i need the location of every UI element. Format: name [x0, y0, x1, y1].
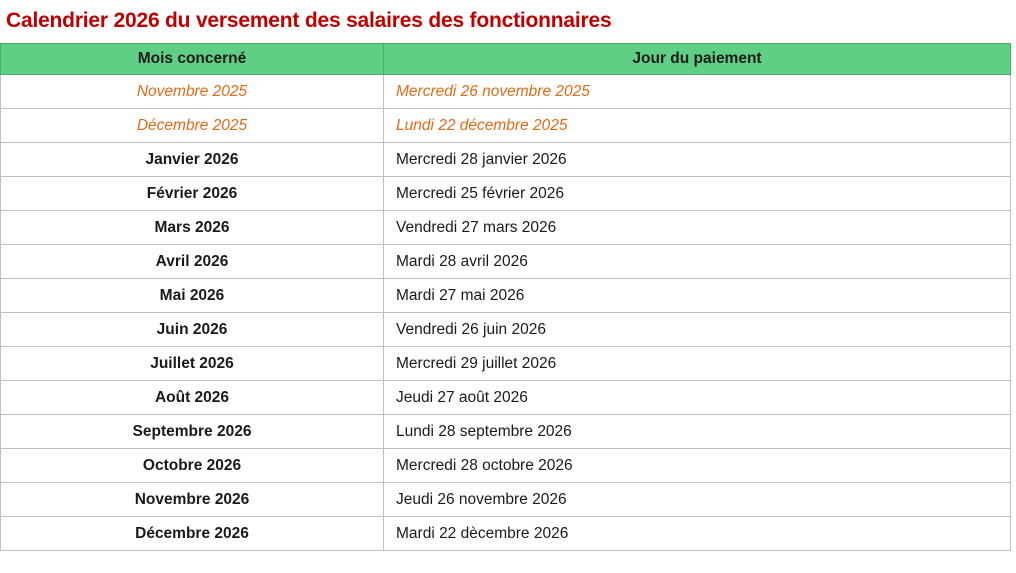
table-row	[1, 517, 1011, 551]
table-row	[1, 415, 1011, 449]
cell-month: Novembre 2026	[1, 483, 384, 517]
cell-payment-day: Mercredi 28 janvier 2026	[384, 143, 1011, 177]
table-body	[1, 75, 1011, 551]
cell-payment-day: Mardi 22 dècembre 2026	[384, 517, 1011, 551]
table-row	[1, 381, 1011, 415]
table-row	[1, 75, 1011, 109]
cell-month: Février 2026	[1, 177, 384, 211]
cell-month: Août 2026	[1, 381, 384, 415]
cell-month: Septembre 2026	[1, 415, 384, 449]
table-row	[1, 143, 1011, 177]
column-header-day: Jour du paiement	[384, 44, 1011, 75]
table-header	[1, 44, 1011, 75]
cell-payment-day: Mardi 27 mai 2026	[384, 279, 1011, 313]
cell-payment-day: Jeudi 26 novembre 2026	[384, 483, 1011, 517]
salary-calendar-table	[0, 43, 1011, 551]
cell-month: Octobre 2026	[1, 449, 384, 483]
cell-payment-day: Jeudi 27 août 2026	[384, 381, 1011, 415]
table-row	[1, 313, 1011, 347]
table-row	[1, 245, 1011, 279]
cell-month: Mars 2026	[1, 211, 384, 245]
cell-payment-day: Mercredi 25 février 2026	[384, 177, 1011, 211]
cell-month: Décembre 2025	[1, 109, 384, 143]
table-row	[1, 177, 1011, 211]
cell-month: Avril 2026	[1, 245, 384, 279]
table-row	[1, 449, 1011, 483]
cell-payment-day: Vendredi 26 juin 2026	[384, 313, 1011, 347]
cell-month: Novembre 2025	[1, 75, 384, 109]
table-row	[1, 211, 1011, 245]
table-row	[1, 279, 1011, 313]
table-row	[1, 483, 1011, 517]
cell-payment-day: Mardi 28 avril 2026	[384, 245, 1011, 279]
cell-payment-day: Lundi 28 septembre 2026	[384, 415, 1011, 449]
cell-payment-day: Vendredi 27 mars 2026	[384, 211, 1011, 245]
cell-payment-day: Mercredi 26 novembre 2025	[384, 75, 1011, 109]
cell-payment-day: Mercredi 28 octobre 2026	[384, 449, 1011, 483]
cell-month: Juillet 2026	[1, 347, 384, 381]
cell-month: Janvier 2026	[1, 143, 384, 177]
cell-month: Juin 2026	[1, 313, 384, 347]
cell-payment-day: Mercredi 29 juillet 2026	[384, 347, 1011, 381]
cell-payment-day: Lundi 22 décembre 2025	[384, 109, 1011, 143]
column-header-month: Mois concerné	[1, 44, 384, 75]
table-row	[1, 109, 1011, 143]
cell-month: Décembre 2026	[1, 517, 384, 551]
table-header-row	[1, 44, 1011, 75]
table-row	[1, 347, 1011, 381]
cell-month: Mai 2026	[1, 279, 384, 313]
page-title: Calendrier 2026 du versement des salaires des fonctionnaires	[6, 9, 612, 32]
